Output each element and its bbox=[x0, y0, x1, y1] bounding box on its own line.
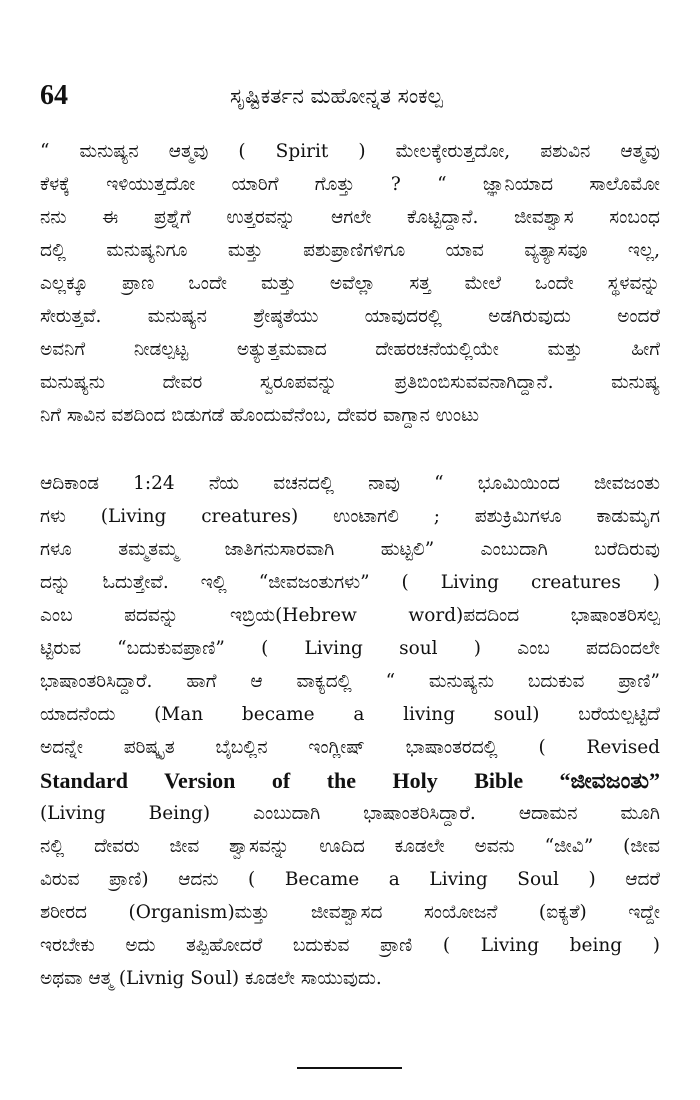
running-title: ಸೃಷ್ಟಿಕರ್ತನ ಮಹೋನ್ನತ ಸಂಕಲ್ಪ bbox=[230, 84, 443, 108]
text-line: ನಲ್ಲಿ ದೇವರು ಜೀವ ಶ್ವಾಸವನ್ನು ಊದಿದ ಕೂಡಲೇ ಅವನು “ಜೀವಿ” (ಜೀವ bbox=[40, 836, 660, 857]
text-line: ಅಥವಾ ಆತ್ಮ (Livnig Soul) ಕೂಡಲೇ ಸಾಯುವುದು. bbox=[40, 968, 382, 989]
text-line: ಅವನಿಗೆ ನೀಡಲ್ಪಟ್ಟ ಅತ್ಯುತ್ತಮವಾದ ದೇಹರಚನೆಯಲ್ಲಿಯೇ ಮತ್ತು ಹೀಗೆ bbox=[40, 339, 660, 360]
text-line: ಗಳು (Living creatures) ಉಂಟಾಗಲಿ ; ಪಶುಕ್ರಿಮಿಗಳೂ ಕಾಡುಮೃಗ bbox=[40, 506, 660, 527]
text-line: ದಲ್ಲಿ ಮನುಷ್ಯನಿಗೂ ಮತ್ತು ಪಶುಪ್ರಾಣಿಗಳಿಗೂ ಯಾವ ವ್ಯತ್ಯಾಸವೂ ಇಲ್ಲ, bbox=[40, 240, 660, 261]
text-line: Standard Version of the Holy Bible “ಜೀವಜಂತು” bbox=[40, 768, 660, 793]
text-line: ಗಳೂ ತಮ್ಮತಮ್ಮ ಜಾತಿಗನುಸಾರವಾಗಿ ಹುಟ್ಟಲಿ” ಎಂಬುದಾಗಿ ಬರೆದಿರುವು bbox=[40, 539, 660, 560]
text-line: ದನ್ನು ಓದುತ್ತೇವೆ. ಇಲ್ಲಿ “ಜೀವಜಂತುಗಳು” ( Living creatures ) bbox=[40, 572, 660, 593]
page-number: 64 bbox=[40, 80, 68, 111]
text-line: ವಿರುವ ಪ್ರಾಣಿ) ಆದನು ( Became a Living Soul ) ಆದರೆ bbox=[40, 869, 660, 890]
text-line: ಸೇರುತ್ತವೆ. ಮನುಷ್ಯನ ಶ್ರೇಷ್ಠತೆಯು ಯಾವುದರಲ್ಲಿ ಅಡಗಿರುವುದು ಅಂದರೆ bbox=[40, 306, 660, 327]
text-line: ಟ್ಟಿರುವ “ಬದುಕುವಪ್ರಾಣಿ” ( Living soul ) ಎಂಬ ಪದದಿಂದಲೇ bbox=[40, 638, 660, 659]
text-line: ಮನುಷ್ಯನು ದೇವರ ಸ್ವರೂಪವನ್ನು ಪ್ರತಿಬಿಂಬಿಸುವವನಾಗಿದ್ದಾನೆ. ಮನುಷ್ಯ bbox=[40, 372, 660, 393]
text-line: “ ಮನುಷ್ಯನ ಆತ್ಮವು ( Spirit ) ಮೇಲಕ್ಕೇರುತ್ತದೋ, ಪಶುವಿನ ಆತ್ಮವು bbox=[40, 141, 660, 162]
text-line: ಭಾಷಾಂತರಿಸಿದ್ದಾರೆ. ಹಾಗೆ ಆ ವಾಕ್ಯದಲ್ಲಿ “ ಮನುಷ್ಯನು ಬದುಕುವ ಪ್ರಾಣಿ” bbox=[40, 671, 660, 692]
text-line: ಇರಬೇಕು ಅದು ತಪ್ಪಿಹೋದರೆ ಬದುಕುವ ಪ್ರಾಣಿ ( Living being ) bbox=[40, 935, 660, 956]
text-line: ಅದನ್ನೇ ಪರಿಷ್ಕೃತ ಬೈಬಲ್ಲಿನ ಇಂಗ್ಲೀಷ್ ಭಾಷಾಂತರದಲ್ಲಿ ( Revised bbox=[40, 737, 660, 758]
text-line: ಶರೀರದ (Organism)ಮತ್ತು ಜೀವಶ್ವಾಸದ ಸಂಯೋಜನೆ (ಐಕ್ಯತೆ) ಇದ್ದೇ bbox=[40, 902, 660, 923]
text-line: ನಿಗೆ ಸಾವಿನ ವಶದಿಂದ ಬಿಡುಗಡೆ ಹೊಂದುವೆನೆಂಬ, ದೇವರ ವಾಗ್ದಾನ ಉಂಟು bbox=[40, 405, 480, 426]
text-line: ಎಲ್ಲಕ್ಕೂ ಪ್ರಾಣ ಒಂದೇ ಮತ್ತು ಅವೆಲ್ಲಾ ಸತ್ತ ಮೇಲೆ ಒಂದೇ ಸ್ಥಳವನ್ನು bbox=[40, 273, 660, 294]
text-line: ಕೆಳಕ್ಕೆ ಇಳಿಯುತ್ತದೋ ಯಾರಿಗೆ ಗೊತ್ತು ? “ ಜ್ಞಾನಿಯಾದ ಸಾಲೊಮೋ bbox=[40, 174, 660, 195]
paragraph-2 bbox=[40, 467, 660, 995]
text-line: ಎಂಬ ಪದವನ್ನು ಇಬ್ರಿಯ(Hebrew word)ಪದದಿಂದ ಭಾಷಾಂತರಿಸಲ್ಪ bbox=[40, 605, 660, 626]
page-header bbox=[40, 80, 660, 120]
paragraph-1 bbox=[40, 135, 660, 432]
text-line: ಆದಿಕಾಂಡ 1:24 ನೆಯ ವಚನದಲ್ಲಿ ನಾವು “ ಭೂಮಿಯಿಂದ ಜೀವಜಂತು bbox=[40, 473, 660, 494]
text-line: (Living Being) ಎಂಬುದಾಗಿ ಭಾಷಾಂತರಿಸಿದ್ದಾರೆ. ಆದಾಮನ ಮೂಗಿ bbox=[40, 803, 660, 824]
text-line: ನನು ಈ ಪ್ರಶ್ನೆಗೆ ಉತ್ತರವನ್ನು ಆಗಲೇ ಕೊಟ್ಟಿದ್ದಾನೆ. ಜೀವಶ್ವಾಸ ಸಂಬಂಧ bbox=[40, 207, 660, 228]
text-line: ಯಾದನೆಂದು (Man became a living soul) ಬರೆಯಲ್ಪಟ್ಟಿದೆ bbox=[40, 704, 660, 725]
footer-rule bbox=[297, 1067, 402, 1069]
